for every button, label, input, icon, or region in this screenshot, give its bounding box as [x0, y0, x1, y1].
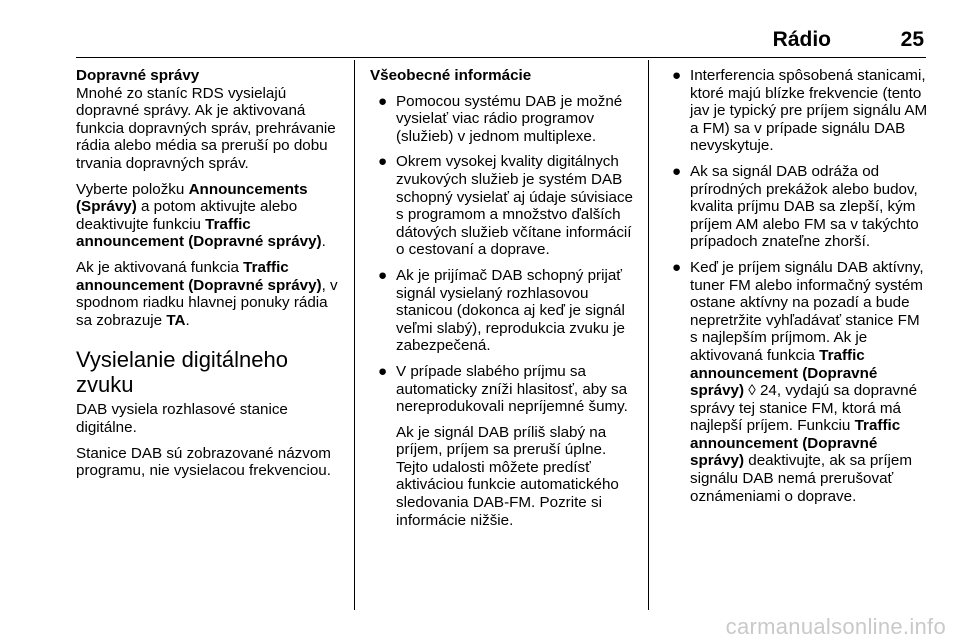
list-item	[664, 259, 930, 505]
text-run: Ak sa signál DAB odráža od prírodných prekážok alebo budov, kvalita príjmu DAB sa zlepší, kým príjem AM alebo FM sa v takýchto prípadoch znateľne zhorší.	[690, 162, 919, 251]
page-header	[76, 0, 926, 58]
menu-term: TA	[166, 311, 186, 329]
traffic-paragraph-2	[76, 181, 344, 251]
list-item	[664, 163, 930, 251]
list-item-text	[690, 259, 924, 505]
menu-term: Announcements (Správy)	[76, 180, 308, 216]
list-item-text	[690, 163, 919, 250]
menu-term: Traffic announcement (Dopravné správy)	[690, 346, 878, 400]
left-column	[76, 67, 344, 488]
right-column	[664, 67, 930, 513]
general-info-list	[370, 93, 636, 530]
menu-term: Traffic announcement (Dopravné správy)	[76, 258, 322, 294]
bullet-icon: ●	[378, 92, 388, 110]
list-item	[370, 153, 636, 259]
general-info-heading: Všeobecné informácie	[370, 67, 532, 84]
list-item	[370, 363, 636, 529]
list-item-text: Pomocou systému DAB je možné vysielať viac rádio programov (služieb) v jednom multiplexe.	[396, 92, 623, 145]
list-item-text: Okrem vysokej kvality digitálnych zvukových služieb je systém DAB schopný vysielať aj údaje súvisiace s programom a množstvo ďalších dátových služieb včítane informácií o cestovaní a doprave.	[396, 153, 634, 259]
list-item	[370, 267, 636, 355]
menu-term: Traffic announcement (Dopravné správy)	[76, 215, 322, 251]
text-run: .	[185, 311, 190, 329]
text-run: Keď je príjem signálu DAB aktívny, tuner FM alebo informačný systém ostane aktívny na pozadí a bude nepretržite vyhľadávať stanice FM s najlepším príjmom. Ak je aktivovaná funkcia	[690, 258, 924, 364]
bullet-icon: ●	[672, 67, 682, 84]
list-item	[664, 67, 930, 155]
dab-notes-list	[664, 67, 930, 505]
list-item	[370, 93, 636, 146]
bullet-icon: ●	[378, 153, 388, 171]
menu-term: Traffic announcement (Dopravné správy)	[690, 417, 901, 470]
traffic-heading: Dopravné správy	[76, 67, 200, 84]
watermark: carmanualsonline.info	[725, 614, 946, 639]
section-title: Rádio	[772, 28, 831, 51]
text-run: a potom aktivujte alebo deaktivujte funkciu	[76, 198, 298, 233]
list-item-text: V prípade slabého príjmu sa automaticky zníži hlasitosť, aby sa nereprodukovali nepríjemné šumy.	[396, 362, 628, 416]
column-divider-2	[648, 60, 649, 610]
dab-paragraph-2: Stanice DAB sú zobrazované názvom programu, nie vysielacou frekvenciou.	[76, 444, 331, 480]
text-run: deaktivujte, ak sa príjem signálu DAB nemá prerušovať oznámeniami o doprave.	[690, 452, 913, 505]
text-run: ◊ 24, vydajú sa dopravné správy tej stanice FM, ktorá má najlepší príjem. Funkciu	[690, 382, 918, 435]
text-run: Ak je aktivovaná funkcia	[76, 258, 244, 276]
header-rule	[76, 57, 926, 58]
middle-column	[370, 67, 636, 537]
list-item-continuation: Ak je signál DAB príliš slabý na príjem, príjem sa preruší úplne. Tejto udalosti môžete predísť aktiváciou funkcie automatického sledovania DAB-FM. Pozrite si informácie nižšie.	[396, 423, 619, 529]
text-run: Vyberte položku	[76, 180, 189, 198]
bullet-icon: ●	[378, 266, 388, 284]
column-divider-1	[354, 60, 355, 610]
page-number: 25	[900, 28, 924, 51]
text-run: .	[321, 233, 326, 251]
bullet-icon: ●	[378, 362, 388, 380]
bullet-icon: ●	[672, 162, 682, 180]
traffic-paragraph-1: Mnohé zo staníc RDS vysielajú dopravné správy. Ak je aktivovaná funkcia dopravných správ, prehrávanie rádia alebo média sa preruší po dobu trvania dopravných správ.	[76, 84, 336, 172]
text-run: Interferencia spôsobená stanicami, ktoré majú blízke frekvencie (tento jav je typický pre príjem signálu AM a FM) sa v prípade signálu DAB nevyskytuje.	[690, 67, 928, 155]
list-item-text: Ak je prijímač DAB schopný prijať signál vysielaný rozhlasovou stanicou (dokonca aj keď je signál veľmi slabý), reprodukcia zvuku je zabezpečená.	[396, 266, 625, 355]
dab-paragraph-1: DAB vysiela rozhlasové stanice digitálne.	[76, 401, 288, 436]
dab-heading: Vysielanie digitálneho zvuku	[76, 347, 288, 398]
text-run: , v spodnom riadku hlavnej ponuky rádia sa zobrazuje	[76, 276, 338, 329]
list-item-text	[690, 67, 927, 154]
traffic-paragraph-3	[76, 259, 344, 329]
bullet-icon: ●	[672, 258, 682, 276]
